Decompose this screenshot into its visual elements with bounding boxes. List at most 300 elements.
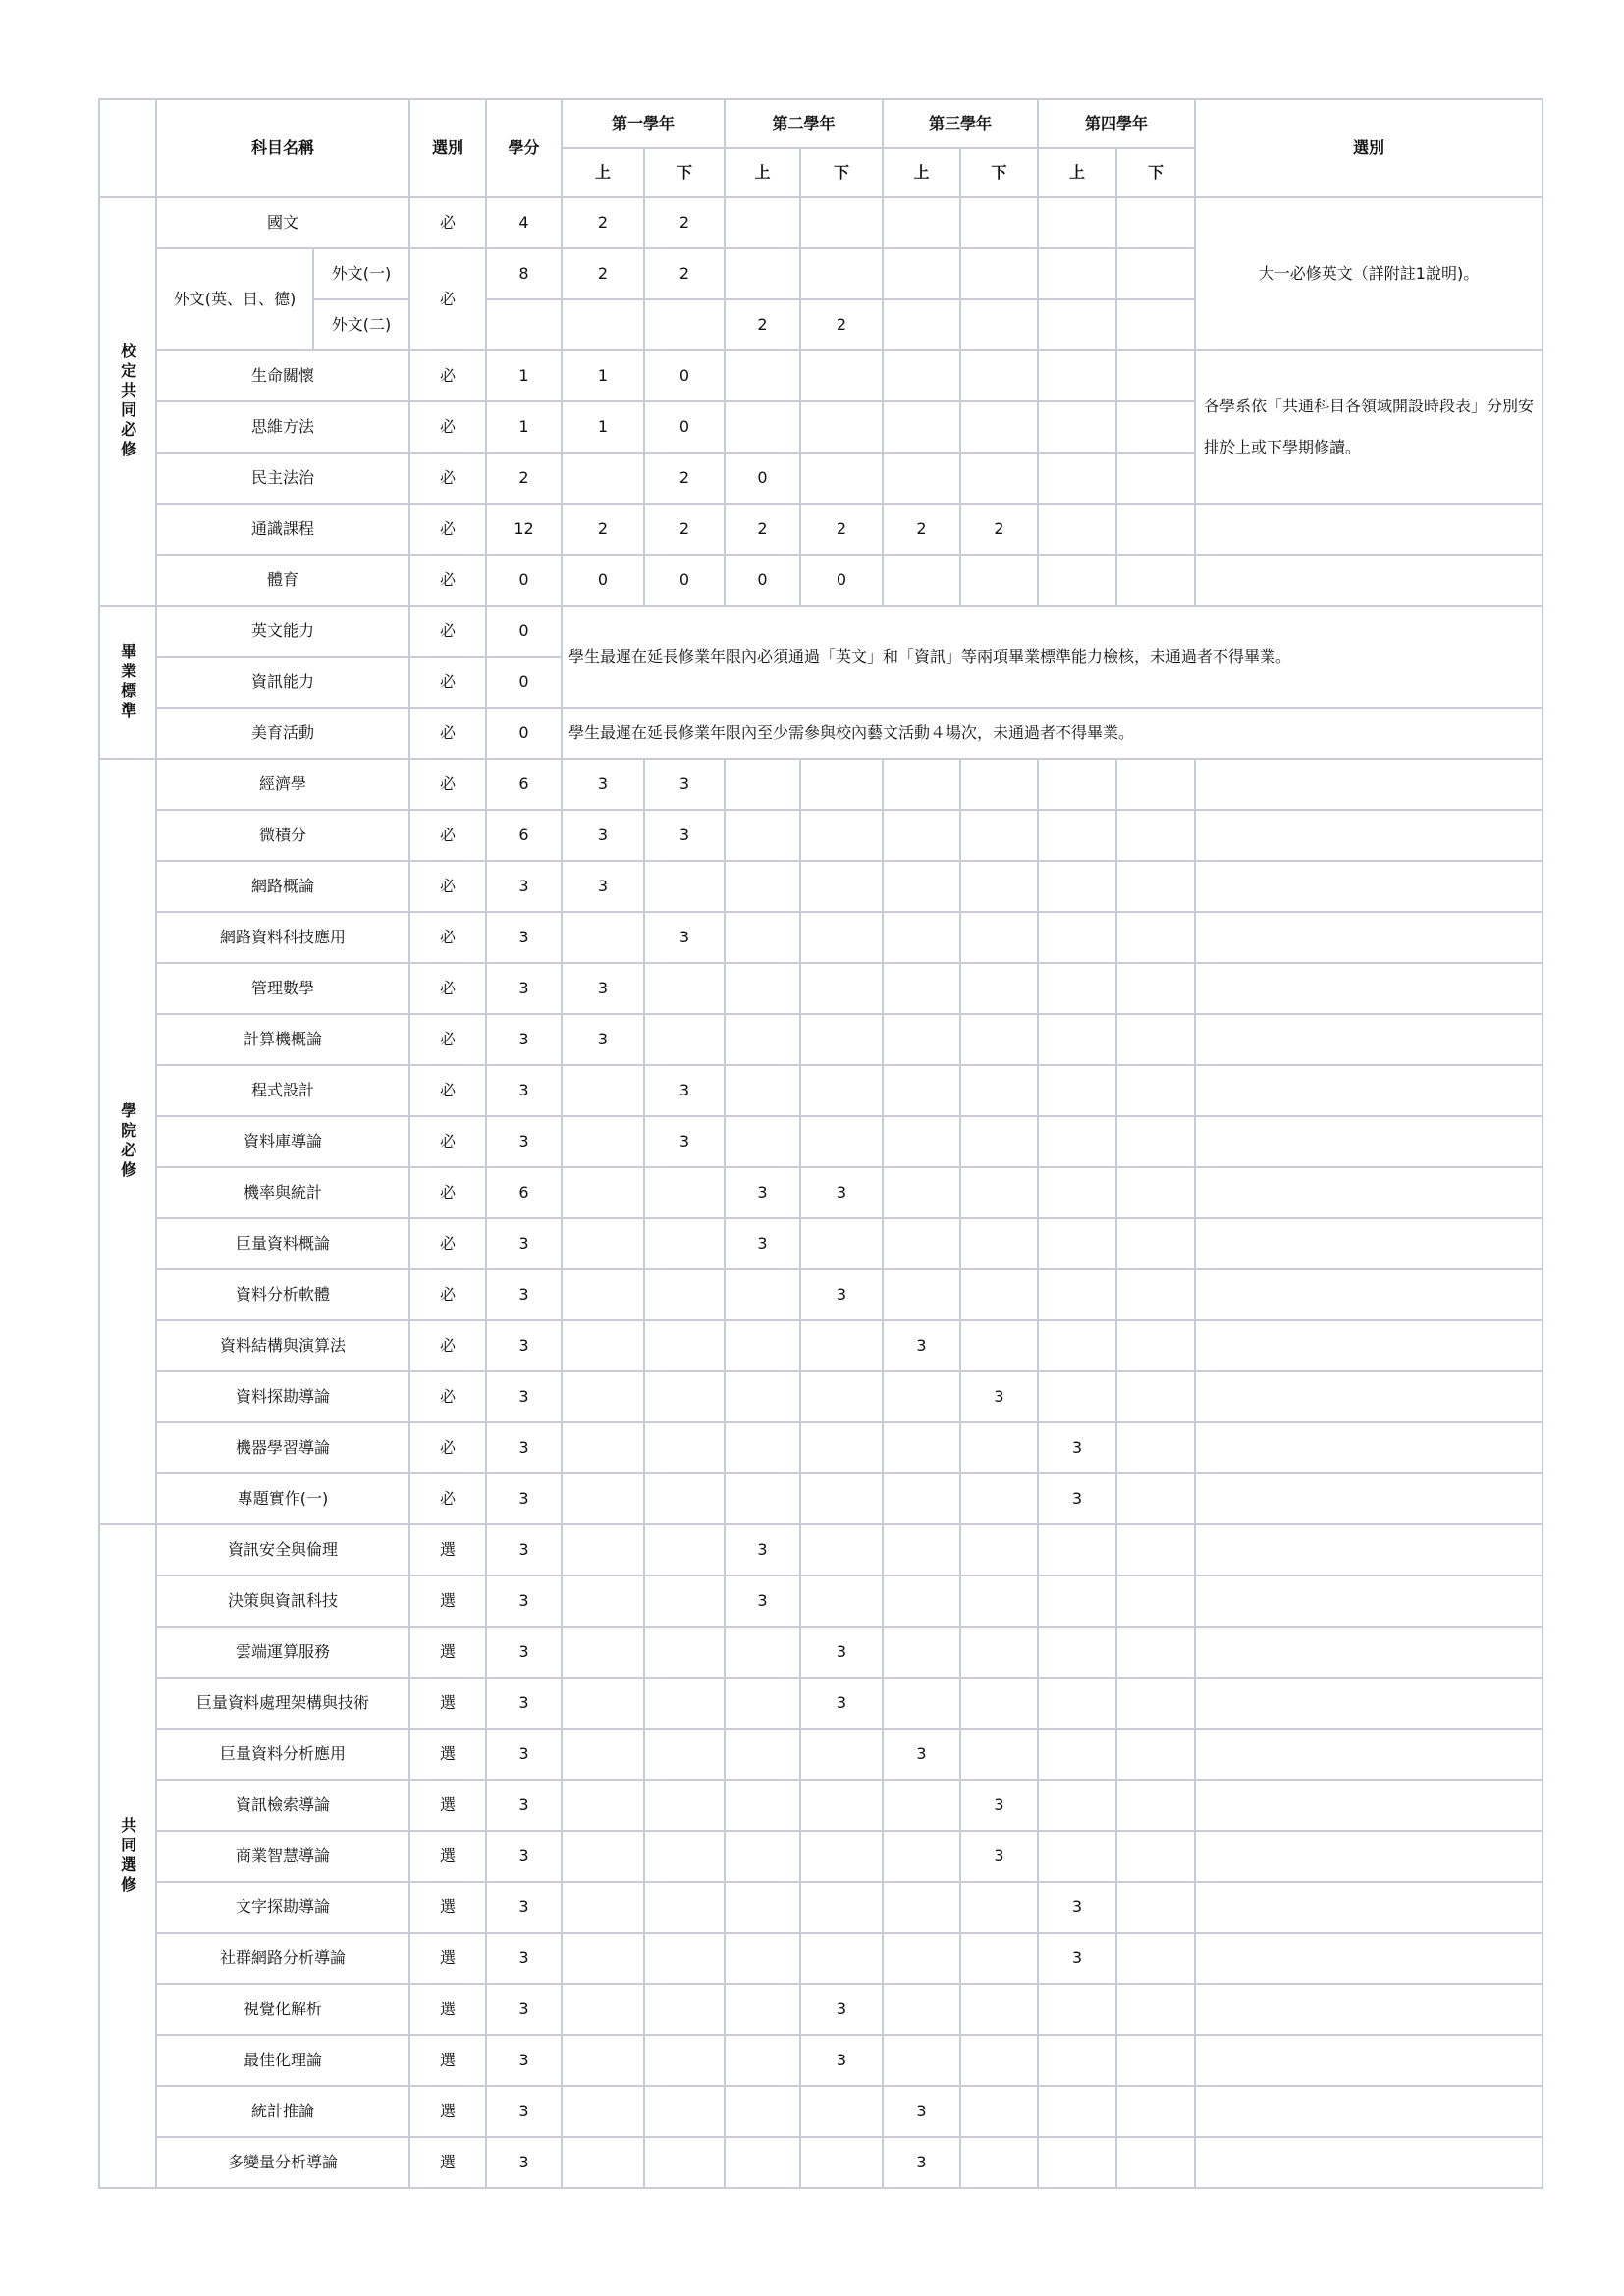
semester-cell	[1116, 861, 1195, 912]
semester-cell	[1038, 1014, 1116, 1065]
course-type: 選	[409, 1831, 486, 1882]
course-name: 資料分析軟體	[156, 1269, 409, 1320]
course-name: 網路資料科技應用	[156, 912, 409, 963]
course-type: 必	[409, 912, 486, 963]
semester-cell	[1116, 350, 1195, 401]
semester-cell	[1116, 2035, 1195, 2086]
course-type: 選	[409, 1984, 486, 2035]
semester-cell: 3	[644, 912, 725, 963]
semester-cell: 2	[800, 504, 883, 555]
semester-cell: 1	[562, 350, 644, 401]
semester-cell	[644, 1729, 725, 1780]
semester-cell	[644, 1984, 725, 2035]
semester-cell	[883, 2035, 960, 2086]
remark-cell	[1195, 2035, 1543, 2086]
semester-cell	[800, 1780, 883, 1831]
semester-cell	[960, 197, 1038, 248]
semester-cell	[644, 1422, 725, 1473]
course-credits: 3	[486, 1575, 562, 1627]
semester-cell	[960, 1218, 1038, 1269]
semester-cell	[960, 453, 1038, 504]
sub-course-name: 外文(二)	[313, 299, 409, 350]
table-row	[99, 912, 1543, 963]
semester-cell	[1038, 453, 1116, 504]
semester-cell: 2	[562, 248, 644, 299]
semester-cell	[562, 1575, 644, 1627]
semester-cell	[1038, 1780, 1116, 1831]
semester-cell	[725, 861, 800, 912]
semester-cell: 3	[800, 1269, 883, 1320]
table-row	[99, 963, 1543, 1014]
table-row	[99, 1422, 1543, 1473]
course-credits: 3	[486, 1422, 562, 1473]
semester-cell: 3	[1038, 1422, 1116, 1473]
semester-cell	[562, 1524, 644, 1575]
semester-cell: 3	[562, 810, 644, 861]
semester-cell	[1038, 1627, 1116, 1678]
semester-cell	[1038, 1831, 1116, 1882]
table-row	[99, 1933, 1543, 1984]
course-name: 通識課程	[156, 504, 409, 555]
remark-cell	[1195, 861, 1543, 912]
semester-cell	[960, 1882, 1038, 1933]
semester-cell	[1038, 1116, 1116, 1167]
semester-cell	[960, 1984, 1038, 2035]
course-type: 必	[409, 401, 486, 453]
table-row	[99, 2137, 1543, 2188]
semester-cell	[960, 759, 1038, 810]
course-type: 選	[409, 1780, 486, 1831]
course-name: 最佳化理論	[156, 2035, 409, 2086]
semester-cell	[960, 299, 1038, 350]
semester-cell	[725, 1729, 800, 1780]
semester-cell	[800, 1065, 883, 1116]
course-credits: 3	[486, 1524, 562, 1575]
semester-cell	[883, 555, 960, 606]
semester-cell	[562, 1627, 644, 1678]
semester-cell	[800, 1320, 883, 1371]
remark-cell	[1195, 1218, 1543, 1269]
semester-cell: 3	[644, 1116, 725, 1167]
course-credits: 6	[486, 759, 562, 810]
semester-cell	[800, 759, 883, 810]
semester-cell	[960, 248, 1038, 299]
semester-cell: 3	[562, 1014, 644, 1065]
semester-cell	[1116, 2137, 1195, 2188]
course-credits: 3	[486, 1780, 562, 1831]
remark-cell	[1195, 1524, 1543, 1575]
remark-cell	[1195, 1014, 1543, 1065]
header-corner	[99, 99, 156, 197]
semester-cell: 3	[800, 1167, 883, 1218]
course-name: 巨量資料概論	[156, 1218, 409, 1269]
semester-cell	[1116, 1473, 1195, 1524]
semester-cell	[1038, 2035, 1116, 2086]
semester-cell	[800, 453, 883, 504]
semester-cell	[1038, 248, 1116, 299]
table-row	[99, 1831, 1543, 1882]
semester-cell	[725, 1065, 800, 1116]
semester-cell	[725, 1678, 800, 1729]
semester-cell: 3	[1038, 1882, 1116, 1933]
remark-cell	[1195, 1167, 1543, 1218]
semester-cell	[1038, 810, 1116, 861]
course-credits: 1	[486, 350, 562, 401]
semester-cell	[800, 1371, 883, 1422]
semester-cell	[883, 350, 960, 401]
header-lower: 下	[800, 148, 883, 197]
semester-cell	[725, 2035, 800, 2086]
table-row	[99, 1014, 1543, 1065]
curriculum-page	[98, 98, 1543, 2189]
semester-cell	[960, 1575, 1038, 1627]
course-name: 民主法治	[156, 453, 409, 504]
semester-cell: 3	[725, 1167, 800, 1218]
semester-cell	[1116, 248, 1195, 299]
semester-cell	[644, 1882, 725, 1933]
semester-cell	[960, 1167, 1038, 1218]
table-row	[99, 555, 1543, 606]
semester-cell	[883, 759, 960, 810]
course-name: 管理數學	[156, 963, 409, 1014]
header-credits: 學分	[486, 99, 562, 197]
course-type: 選	[409, 2086, 486, 2137]
table-row	[99, 1984, 1543, 2035]
semester-cell	[883, 401, 960, 453]
semester-cell	[725, 248, 800, 299]
course-credits: 3	[486, 2035, 562, 2086]
semester-cell: 3	[644, 1065, 725, 1116]
course-type: 必	[409, 1167, 486, 1218]
course-type: 必	[409, 1116, 486, 1167]
table-row	[99, 1678, 1543, 1729]
semester-cell: 3	[960, 1371, 1038, 1422]
semester-cell	[960, 401, 1038, 453]
semester-cell	[883, 1116, 960, 1167]
course-name: 資訊安全與倫理	[156, 1524, 409, 1575]
semester-cell	[1038, 1167, 1116, 1218]
semester-cell	[725, 1831, 800, 1882]
semester-cell	[800, 248, 883, 299]
course-credits: 3	[486, 1882, 562, 1933]
course-credits: 3	[486, 1627, 562, 1678]
semester-cell: 3	[562, 963, 644, 1014]
semester-cell	[1038, 759, 1116, 810]
semester-cell: 3	[1038, 1473, 1116, 1524]
remark-cell	[1195, 1678, 1543, 1729]
semester-cell	[1116, 2086, 1195, 2137]
course-credits: 3	[486, 2137, 562, 2188]
semester-cell	[1116, 1014, 1195, 1065]
semester-cell	[1038, 504, 1116, 555]
semester-cell	[960, 1269, 1038, 1320]
course-credits	[486, 299, 562, 350]
course-type: 必	[409, 248, 486, 350]
table-row	[99, 1524, 1543, 1575]
course-name: 思維方法	[156, 401, 409, 453]
semester-cell	[800, 2086, 883, 2137]
semester-cell	[800, 1116, 883, 1167]
semester-cell	[960, 1422, 1038, 1473]
table-row	[99, 708, 1543, 759]
remark-cell	[1195, 1933, 1543, 1984]
semester-cell: 3	[883, 1729, 960, 1780]
table-row	[99, 2035, 1543, 2086]
semester-cell	[1038, 401, 1116, 453]
semester-cell	[1116, 1524, 1195, 1575]
course-type: 必	[409, 1065, 486, 1116]
semester-cell	[562, 1933, 644, 1984]
remark-cell	[1195, 1269, 1543, 1320]
semester-cell	[1116, 555, 1195, 606]
course-type: 選	[409, 1575, 486, 1627]
semester-cell	[562, 2035, 644, 2086]
semester-cell	[960, 1065, 1038, 1116]
semester-cell	[883, 1524, 960, 1575]
course-name: 資訊檢索導論	[156, 1780, 409, 1831]
semester-cell	[883, 1627, 960, 1678]
course-credits: 3	[486, 1014, 562, 1065]
semester-cell	[1116, 1729, 1195, 1780]
course-type: 必	[409, 1422, 486, 1473]
semester-cell: 0	[644, 401, 725, 453]
semester-cell	[562, 2086, 644, 2137]
course-credits: 3	[486, 861, 562, 912]
remark-cell	[1195, 1473, 1543, 1524]
semester-cell	[800, 1729, 883, 1780]
semester-cell	[960, 2086, 1038, 2137]
semester-cell	[1038, 1065, 1116, 1116]
semester-cell	[883, 810, 960, 861]
semester-cell	[562, 1678, 644, 1729]
header-upper: 上	[1038, 148, 1116, 197]
semester-cell	[883, 1575, 960, 1627]
semester-cell	[725, 912, 800, 963]
course-credits: 3	[486, 1218, 562, 1269]
table-row	[99, 1167, 1543, 1218]
course-name: 體育	[156, 555, 409, 606]
semester-cell	[562, 1780, 644, 1831]
semester-cell: 3	[725, 1218, 800, 1269]
semester-cell	[1116, 1984, 1195, 2035]
remark-cell	[1195, 759, 1543, 810]
header-year-1: 第一學年	[562, 99, 725, 148]
course-type: 選	[409, 1524, 486, 1575]
semester-cell	[1116, 1167, 1195, 1218]
semester-cell	[1116, 1831, 1195, 1882]
course-credits: 1	[486, 401, 562, 453]
semester-cell	[1116, 197, 1195, 248]
semester-cell	[1116, 1575, 1195, 1627]
course-name: 程式設計	[156, 1065, 409, 1116]
semester-cell	[725, 1422, 800, 1473]
semester-cell	[883, 1371, 960, 1422]
semester-cell	[562, 453, 644, 504]
semester-cell	[1038, 963, 1116, 1014]
semester-cell: 2	[725, 504, 800, 555]
semester-cell	[1038, 1729, 1116, 1780]
semester-cell	[1116, 1371, 1195, 1422]
semester-cell	[1116, 1320, 1195, 1371]
semester-cell	[1116, 912, 1195, 963]
course-type: 必	[409, 555, 486, 606]
remark-cell	[1195, 1882, 1543, 1933]
semester-cell: 2	[644, 197, 725, 248]
semester-cell: 2	[562, 504, 644, 555]
course-name: 網路概論	[156, 861, 409, 912]
semester-cell: 3	[883, 2086, 960, 2137]
remark-cell	[1195, 1984, 1543, 2035]
semester-cell	[644, 1269, 725, 1320]
semester-cell	[960, 861, 1038, 912]
semester-cell: 0	[644, 555, 725, 606]
semester-cell	[1038, 2137, 1116, 2188]
course-name: 統計推論	[156, 2086, 409, 2137]
course-credits: 6	[486, 1167, 562, 1218]
semester-cell	[644, 1780, 725, 1831]
header-remarks: 選別	[1195, 99, 1543, 197]
semester-cell: 3	[800, 1627, 883, 1678]
course-credits: 12	[486, 504, 562, 555]
semester-cell: 2	[960, 504, 1038, 555]
semester-cell	[1116, 299, 1195, 350]
semester-cell	[562, 1320, 644, 1371]
header-upper: 上	[883, 148, 960, 197]
course-credits: 4	[486, 197, 562, 248]
semester-cell	[725, 2086, 800, 2137]
semester-cell: 2	[800, 299, 883, 350]
remark-cell	[1195, 1729, 1543, 1780]
table-row	[99, 504, 1543, 555]
course-name: 雲端運算服務	[156, 1627, 409, 1678]
semester-cell	[1038, 197, 1116, 248]
semester-cell	[883, 1933, 960, 1984]
semester-cell	[800, 2137, 883, 2188]
course-type: 必	[409, 963, 486, 1014]
semester-cell	[800, 1218, 883, 1269]
semester-cell	[1038, 350, 1116, 401]
semester-cell	[1038, 1218, 1116, 1269]
table-row	[99, 1473, 1543, 1524]
course-type: 必	[409, 1473, 486, 1524]
course-name: 美育活動	[156, 708, 409, 759]
semester-cell	[800, 1575, 883, 1627]
semester-cell	[725, 1116, 800, 1167]
semester-cell	[644, 2137, 725, 2188]
semester-cell	[800, 963, 883, 1014]
semester-cell	[562, 1116, 644, 1167]
semester-cell	[960, 1678, 1038, 1729]
semester-cell	[1116, 1116, 1195, 1167]
course-credits: 3	[486, 1984, 562, 2035]
course-type: 必	[409, 1014, 486, 1065]
course-name: 英文能力	[156, 606, 409, 657]
course-type: 必	[409, 453, 486, 504]
semester-cell	[725, 2137, 800, 2188]
semester-cell	[960, 1116, 1038, 1167]
header-year-3: 第三學年	[883, 99, 1038, 148]
table-row	[99, 810, 1543, 861]
semester-cell: 3	[644, 759, 725, 810]
course-credits: 3	[486, 963, 562, 1014]
semester-cell	[725, 1320, 800, 1371]
table-row	[99, 1218, 1543, 1269]
course-credits: 3	[486, 1320, 562, 1371]
course-credits: 6	[486, 810, 562, 861]
course-type: 選	[409, 1933, 486, 1984]
semester-cell	[725, 401, 800, 453]
semester-cell	[883, 453, 960, 504]
course-type: 必	[409, 1320, 486, 1371]
course-name: 多變量分析導論	[156, 2137, 409, 2188]
course-credits: 3	[486, 912, 562, 963]
remark-cell	[1195, 810, 1543, 861]
semester-cell	[1116, 759, 1195, 810]
table-row	[99, 1627, 1543, 1678]
semester-cell: 2	[562, 197, 644, 248]
graduation-aesthetic-note: 學生最遲在延長修業年限內至少需參與校內藝文活動４場次，未通過者不得畢業。	[562, 708, 1543, 759]
semester-cell	[1038, 1371, 1116, 1422]
semester-cell	[1038, 299, 1116, 350]
semester-cell: 2	[644, 453, 725, 504]
semester-cell	[644, 1167, 725, 1218]
remark-cell	[1195, 1627, 1543, 1678]
semester-cell	[562, 1218, 644, 1269]
course-name: 決策與資訊科技	[156, 1575, 409, 1627]
semester-cell	[960, 1524, 1038, 1575]
table-row	[99, 1371, 1543, 1422]
semester-cell: 3	[883, 1320, 960, 1371]
header-upper: 上	[725, 148, 800, 197]
semester-cell: 3	[800, 1678, 883, 1729]
table-row	[99, 759, 1543, 810]
semester-cell	[960, 912, 1038, 963]
semester-cell: 3	[960, 1780, 1038, 1831]
semester-cell	[960, 2137, 1038, 2188]
course-name: 商業智慧導論	[156, 1831, 409, 1882]
semester-cell	[562, 1882, 644, 1933]
table-row	[99, 1065, 1543, 1116]
course-type: 必	[409, 606, 486, 657]
semester-cell	[725, 963, 800, 1014]
remark-cell	[1195, 1371, 1543, 1422]
semester-cell	[562, 1269, 644, 1320]
semester-cell	[800, 1473, 883, 1524]
semester-cell	[1116, 1933, 1195, 1984]
semester-cell	[883, 1678, 960, 1729]
semester-cell	[800, 1831, 883, 1882]
semester-cell	[1116, 1218, 1195, 1269]
semester-cell	[1038, 1320, 1116, 1371]
course-name: 巨量資料處理架構與技術	[156, 1678, 409, 1729]
semester-cell	[883, 1065, 960, 1116]
semester-cell	[1116, 1065, 1195, 1116]
course-type: 必	[409, 657, 486, 708]
semester-cell	[725, 1780, 800, 1831]
semester-cell	[725, 197, 800, 248]
course-type: 選	[409, 2137, 486, 2188]
table-row	[99, 861, 1543, 912]
semester-cell	[960, 810, 1038, 861]
semester-cell	[883, 1831, 960, 1882]
semester-cell	[1116, 810, 1195, 861]
semester-cell	[883, 912, 960, 963]
course-name: 國文	[156, 197, 409, 248]
table-row	[99, 1780, 1543, 1831]
semester-cell: 2	[883, 504, 960, 555]
table-row	[99, 606, 1543, 657]
semester-cell	[1038, 861, 1116, 912]
